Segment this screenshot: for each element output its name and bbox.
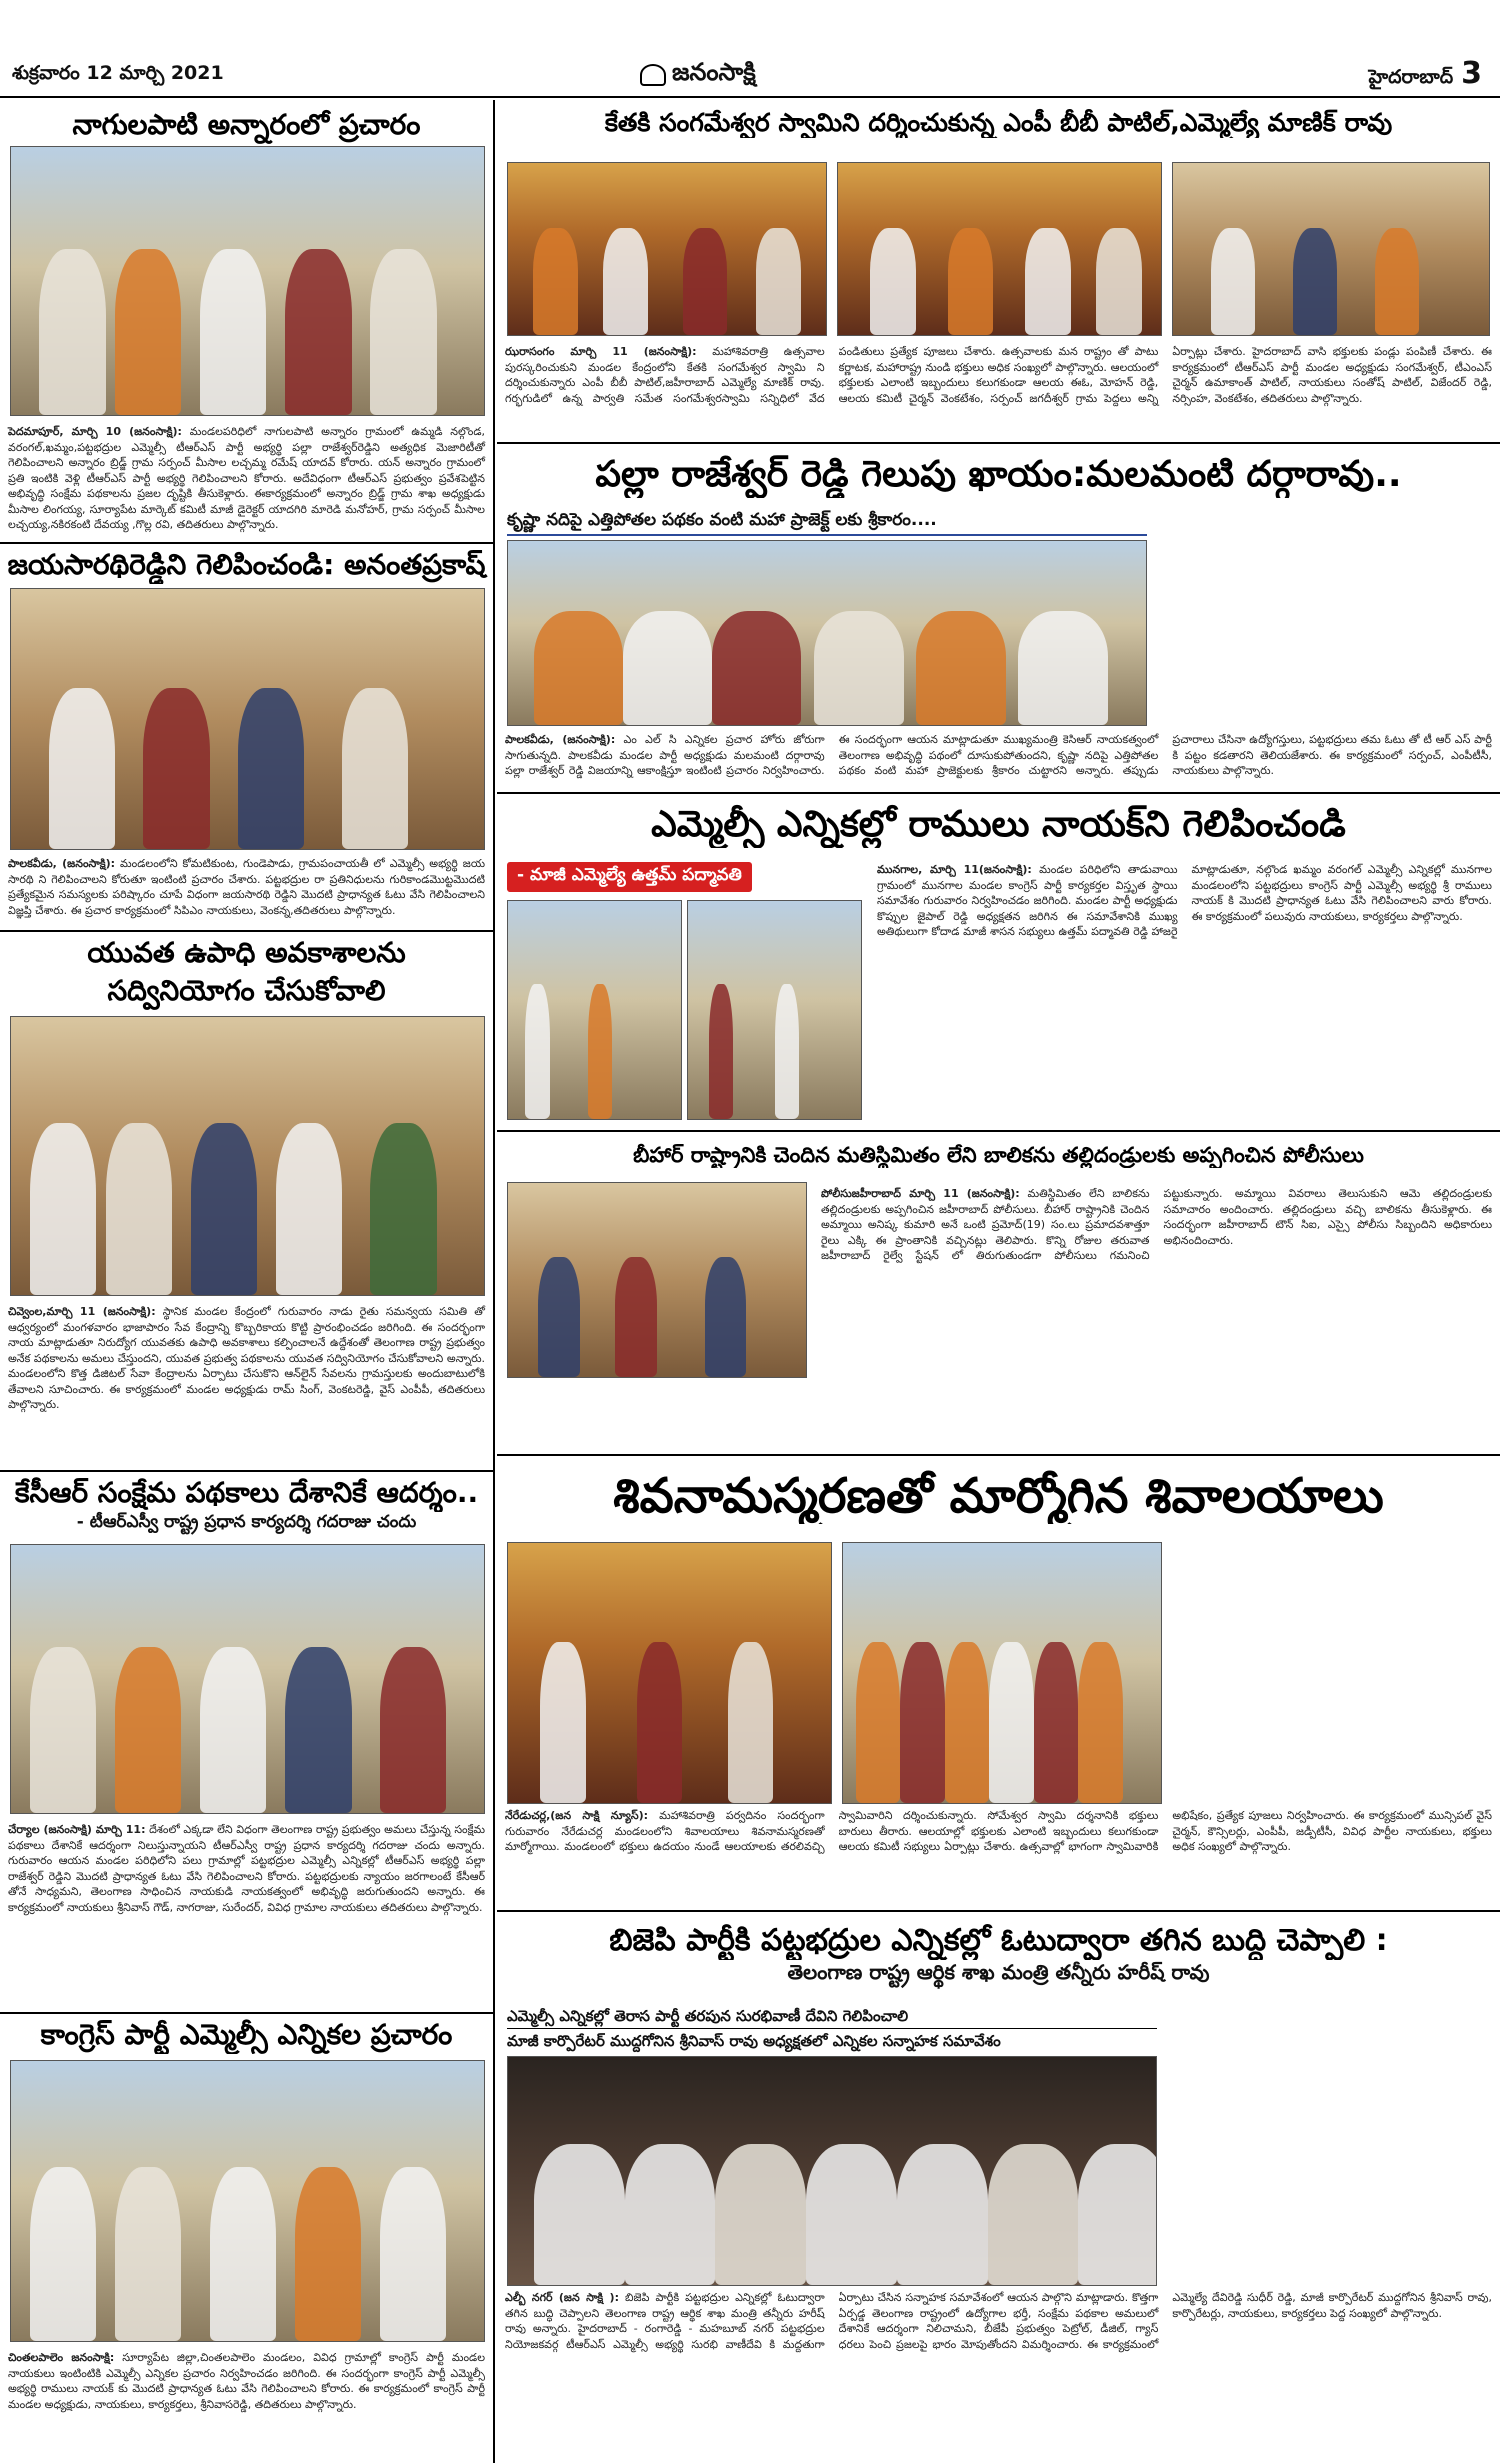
article-text: దేశంలో ఎక్కడా లేని విధంగా తెలంగాణ రాష్ట్ర ప్రభుత్వం అమలు చేస్తున్న సంక్షేమ పథకాలు దేశానికే ఆదర్శంగా నిలుస్తున్నాయని టీఆర్ఎస్వీ రాష్ట్ర ప్రధాన కార్యదర్శి గదరాజు చందు అన్నారు. గురువారం ఆయన మండల పరిధిలోని పలు గ్రామాల్లో పట్టభద్రుల ఎమ్మెల్సీ ఎన్నికల్లో టీఆర్ఎస్ అభ్యర్థి పల్లా రాజేశ్వర్ రెడ్డిని మొదటి ప్రాధాన్యత ఓటు వేసి గెలిపించాలని కోరారు. పట్టభద్రులకు న్యాయం జరగాలంటే కేసీఆర్ తోనే సాధ్యమని, తెలంగాణ సాధించిన నాయకుడి నాయకత్వంలో అభివృద్ధి జరుగుతుందని అన్నారు. ఈ కార్యక్రమంలో నాయకులు శ్రీనివాస్ గౌడ్, నాగరాజు, సురేందర్, వివిధ గ్రామాల నాయకులు తదితరులు పాల్గొన్నారు. xyxy=(8,1823,486,1914)
article-byline: చేర్యాల (జనంసాక్షి) మార్చి 11: xyxy=(8,1823,146,1836)
article-subhead: తెలంగాణ రాష్ట్ర ఆర్థిక శాఖ మంత్రి తన్నీరు హరీష్ రావు xyxy=(787,1960,1210,1984)
article-text: మండలపరిధిలో నాగులపాటి అన్నారం గ్రామంలో ఉమ్మడి నల్గొండ, వరంగల్,ఖమ్మం,పట్టభద్రుల ఎమ్మెల్సీ టీఆర్ఎస్ పార్టీ అభ్యర్థి పల్లా రాజేశ్వర్‌రెడ్డిని అత్యధిక మెజారిటీతో గెలిపించాలని అన్నారం బ్రిడ్జ్ గ్రామ సర్పంచ్ మీసాల లచ్చమ్మ రమేష్ యాదవ్ కోరారు. యన్ అన్నారం గ్రామంలో ప్రతి ఇంటికి వెళ్లి టీఆర్ఎస్ పార్టీ అభ్యర్థి గెలిపించాలని కోరారు. అదేవిధంగా టీఆర్ఎస్ ప్రభుత్వం ప్రవేశపెట్టిన అభివృద్ధి సంక్షేమ పథకాలను ప్రజల దృష్టికి తీసుకెళ్లారు. ఈకార్యక్రమంలో అన్నారం బ్రిడ్జ్ గ్రామ శాఖ అధ్యక్షుడు మీసాల లింగయ్య, సూర్యాపేట మార్కెట్ కమిటీ మాజీ డైరెక్టర్ యాదగిరి మారెడి మనోహర్, గ్రామ సర్పంచ్ మీసాల లచ్చయ్య,నకిరకంటి దేవయ్య ,గొల్ల రవి, తదితరులు పాల్గొన్నారు. xyxy=(8,425,485,531)
article-photo xyxy=(10,146,485,416)
newspaper-logo xyxy=(640,58,756,92)
issue-date: శుక్రవారం 12 మార్చి 2021 xyxy=(12,62,224,84)
article-headline: శివనామస్మరణతో మార్మోగిన శివాలయాలు xyxy=(613,1468,1384,1524)
article-body xyxy=(0,1818,493,2010)
article-photo-1 xyxy=(507,900,682,1120)
article-headline: బీహార్ రాష్ట్రానికి చెందిన మతిస్థిమితం లేని బాలికను తల్లిదండ్రులకు అప్పగించిన పోలీసులు xyxy=(633,1143,1364,1167)
article-text: సూర్యాపేట జిల్లా,చింతలపాలెం మండలం, వివిధ గ్రామాల్లో కాంగ్రెస్ పార్టీ మండల నాయకులు ఇంటింటికి ఎమ్మెల్సీ ఎన్నికల ప్రచారం నిర్వహించడం జరిగింది. ఈ సందర్భంగా కాంగ్రెస్ పార్టీ ఎమ్మెల్సీ అభ్యర్థి రాములు నాయక్ కు మొదటి ప్రాధాన్యత ఓటు వేసి గెలిపించాలని కోరారు. ఈ కార్యక్రమంలో కాంగ్రెస్ పార్టీ మండల అధ్యక్షుడు, నాయకులు, కార్యకర్తలు, శ్రీనివాసరెడ్డి, తదితరులు పాల్గొన్నారు. xyxy=(8,2351,485,2411)
article-text: బిజెపి పార్టీకి పట్టభద్రుల ఎన్నికల్లో ఓటుద్వారా తగిన బుద్ధి చెప్పాలని తెలంగాణ రాష్ట్ర ఆర్థిక శాఖ మంత్రి తన్నీరు హరీష్ రావు అన్నారు. హైదరాబాద్ - రంగారెడ్డి - మహబూబ్ నగర్ పట్టభద్రుల నియోజకవర్గ టీఆర్ఎస్ ఎమ్మెల్సీ అభ్యర్థి సురభి వాణీదేవి కి మద్దతుగా ఏర్పాటు చేసిన సన్నాహక సమావేశంలో ఆయన పాల్గొని మాట్లాడారు. కొత్తగా ఏర్పడ్డ తెలంగాణ రాష్ట్రంలో ఉద్యోగాల భర్తీ, సంక్షేమ పథకాల అమలులో దేశానికే ఆదర్శంగా నిలిచామని, బీజేపీ ప్రభుత్వం పెట్రోల్, డీజిల్, గ్యాస్ ధరలు పెంచి ప్రజలపై భారం మోపుతోందని విమర్శించారు. ఈ కార్యక్రమంలో ఎమ్మెల్యే దేవిరెడ్డి సుధీర్ రెడ్డి, మాజీ కార్పొరేటర్ ముద్దగోనిన శ్రీనివాస్ రావు, కార్పొరేటర్లు, నాయకులు, కార్యకర్తలు పెద్ద సంఖ్యలో పాల్గొన్నారు. xyxy=(505,2291,1492,2351)
masthead xyxy=(0,0,1500,98)
article-photo-1 xyxy=(507,162,827,336)
article-kicker-1: ఎమ్మెల్సీ ఎన్నికల్లో తెరాస పార్టీ తరపున సురభివాణీ దేవిని గెలిపించాలి xyxy=(507,2004,1157,2029)
article-body xyxy=(497,340,1500,440)
article-headline: నాగులపాటి అన్నారంలో ప్రచారం xyxy=(72,108,421,141)
article-youth-employment xyxy=(0,934,493,1470)
article-ketaki-temple xyxy=(497,100,1500,440)
article-photo xyxy=(10,2060,485,2342)
article-text: ఎం ఎల్ సి ఎన్నికల ప్రచార హోరు జోరుగా సాగుతున్నది. పాలకవీడు మండల పార్టీ అధ్యక్షుడు మలమంటి దర్గారావు పల్లా రాజేశ్వర్ రెడ్డి విజయాన్ని ఆకాంక్షిస్తూ ఇంటింటి ప్రచారం నిర్వహించారు. ఈ సందర్భంగా ఆయన మాట్లాడుతూ ముఖ్యమంత్రి కెసిఆర్ నాయకత్వంలో తెలంగాణ అభివృద్ధి పథంలో దూసుకుపోతుందని, కృష్ణా నదిపై ఎత్తిపోతల పథకం వంటి మహా ప్రాజెక్టులకు శ్రీకారం చుట్టారని అన్నారు. తప్పుడు ప్రచారాలు చేసినా ఉద్యోగస్తులు, పట్టభద్రులు తమ ఓటు తో టీ ఆర్ ఎస్ పార్టీ కి పట్టం కడతారని తెలియజేశారు. ఈ కార్యక్రమంలో సర్పంచ్, ఎంపీటీసీ, నాయకులు పాల్గొన్నారు. xyxy=(505,733,1492,777)
article-subhead: - మాజీ ఎమ్మెల్యే ఉత్తమ్ పద్మావతి xyxy=(507,862,752,892)
article-byline: చింతలపాలెం జనంసాక్షి: xyxy=(8,2351,115,2364)
article-headline: జయసారథిరెడ్డిని గెలిపించండి: అనంతప్రకాష్ xyxy=(7,548,486,581)
article-headline: యువత ఉపాధి అవకాశాలను xyxy=(87,936,406,969)
left-column xyxy=(0,100,495,2463)
article-text: మండలంలోని కోమటికుంట, గుండెపాడు, గ్రామపంచాయతీ లో ఎమ్మెల్సీ అభ్యర్థి జయ సారథి ని గెలిపించాలని కోరుతూ ఇంటింటి ప్రచారం చేశారు. పట్టభద్రుల రా ప్రతినిధులను గురికాండమొట్టమొదటి ప్రత్యేకమైన సమస్యలకు పరిష్కారం చూపే విధంగా జయసారథి రెడ్డిని మొదటి ప్రాధాన్యత ఓటు వేసి గెలిపించాలని విజ్ఞప్తి చేశారు. ఈ ప్రచార కార్యక్రమంలో సిపిఎం నాయకులు, వెంకన్న,తదితరులు పాల్గొన్నారు. xyxy=(8,857,485,917)
edition-city xyxy=(1368,56,1482,93)
article-body xyxy=(497,506,1500,790)
article-harish-rao xyxy=(497,1914,1500,2463)
article-byline: నేరేడుచర్ల,(జన సాక్షి న్యూస్): xyxy=(505,1809,649,1822)
newspaper-name: జనంసాక్షి xyxy=(672,58,756,86)
article-headline: కేసీఆర్ సంక్షేమ పథకాలు దేశానికే ఆదర్శం.. xyxy=(14,1476,479,1509)
right-column xyxy=(497,100,1500,2463)
article-photo xyxy=(507,1182,807,1378)
article-photo-2 xyxy=(687,900,862,1120)
article-photo xyxy=(10,1544,485,1814)
article-body xyxy=(0,852,493,928)
article-text: మహాశివరాత్రి ఉత్సవాల పురస్కరించుకుని మండల కేంద్రంలోని కేతకి సంగమేశ్వర స్వామి ని దర్శించుకున్నారు ఎంపీ బీబీ పాటిల్,జహీరాబాద్ ఎమ్మెల్యే మాణిక్ రావు. గర్భగుడిలో ఉన్న పార్వతి సమేత సంగమేశ్వరస్వామి సన్నిధిలో వేద పండితులు ప్రత్యేక పూజలు చేశారు. ఉత్సవాలకు మన రాష్ట్రం తో పాటు కర్ణాటక, మహారాష్ట్ర నుండి భక్తులు అధిక సంఖ్యలో పాల్గొన్నారు. ఆలయంలో భక్తులకు ఎలాంటి ఇబ్బందులు కలుగకుండా ఆలయ ఈఓ, మోహన్ రెడ్డి, ఆలయ కమిటీ చైర్మన్ వెంకటేశం, సర్పంచ్ జగదీశ్వర్ గ్రామ పెద్దలు అన్ని ఏర్పాట్లు చేశారు. హైదరాబాద్ వాసి భక్తులకు పండ్లు పంపిణీ చేశారు. ఈ కార్యక్రమంలో టీఆర్ఎస్ పార్టీ మండల అధ్యక్షుడు సంగమేశ్వర్, టీఎంఎస్ చైర్మన్ ఉమాకాంత్ పాటిల్, నాయకులు సంతోష్ పాటిల్, విజేందర్ రెడ్డి, నర్సింహ, వెంకటేశం, తదితరులు పాల్గొన్నారు. xyxy=(505,345,1492,405)
article-headline: బిజెపి పార్టీకి పట్టభద్రుల ఎన్నికల్లో ఓటుద్వారా తగిన బుద్ధి చెప్పాలి : xyxy=(609,1923,1388,1958)
article-headline: కాంగ్రెస్ పార్టీ ఎమ్మెల్సీ ఎన్నికల ప్రచారం xyxy=(40,2018,453,2051)
article-body xyxy=(0,420,493,540)
article-body xyxy=(0,1300,493,1470)
article-body xyxy=(813,1182,1500,1452)
article-photo-3 xyxy=(1172,162,1490,336)
article-text: మహాశివరాత్రి పర్వదినం సందర్భంగా గురువారం నేరేడుచర్ల మండలంలోని శివాలయాలు శివనామస్మరణతో మార్మోగాయి. మండలంలో భక్తులు ఉదయం నుండే ఆలయాలకు తరలివచ్చి స్వామివారిని దర్శించుకున్నారు. సోమేశ్వర స్వామి దర్శనానికి భక్తులు బారులు తీరారు. ఆలయాల్లో భక్తులకు ఎలాంటి ఇబ్బందులు కలుగకుండా ఆలయ కమిటీ సభ్యులు ఏర్పాట్లు చేశారు. ఉత్సవాల్లో భాగంగా స్వామివారికి అభిషేకం, ప్రత్యేక పూజలు నిర్వహించారు. ఈ కార్యక్రమంలో మున్సిపల్ వైస్ చైర్మన్, కౌన్సిలర్లు, ఎంపీపీ, జడ్పీటీసీ, వివిధ పార్టీల నాయకులు, భక్తులు అధిక సంఖ్యలో పాల్గొన్నారు. xyxy=(505,1809,1492,1853)
article-body xyxy=(869,858,1500,1126)
article-jayasarathi xyxy=(0,546,493,929)
article-byline: చివ్వెంల,మార్చి 11 (జనంసాక్షి): xyxy=(8,1305,156,1318)
article-kicker-2: మాజీ కార్పొరేటర్ ముద్దగోనిన శ్రీనివాస్ రావు అధ్యక్షతలో ఎన్నికల సన్నాహక సమావేశం xyxy=(507,2032,1001,2050)
article-byline: పాలకవీడు, (జనంసాక్షి): xyxy=(505,733,616,746)
article-headline: పల్లా రాజేశ్వర్ రెడ్డి గెలుపు ఖాయం:మలమంటి దర్గారావు.. xyxy=(595,454,1402,495)
article-shivalayalu xyxy=(497,1458,1500,1908)
article-text: మతిస్థిమితం లేని బాలికను తల్లిదండ్రులకు అప్పగించిన జహీరాబాద్ పోలీసులు. బీహార్ రాష్ట్రానికి చెందిన అమ్మాయి అనిష్క కుమారి అనే ఒంటి ప్రమోద్(19) సం.లు ప్రమాదవశాత్తూ రైలు ఎక్కి ఈ ప్రాంతానికి వచ్చినట్లు తెలిపారు. కొన్ని రోజుల తరువాత జహీరాబాద్ రైల్వే స్టేషన్ లో తిరుగుతుండగా పోలీసులు గమనించి పట్టుకున్నారు. అమ్మాయి వివరాలు తెలుసుకుని ఆమె తల్లిదండ్రులకు సమాచారం అందించారు. తల్లిదండ్రులు వచ్చి బాలికను తీసుకెళ్లారు. ఈ సందర్భంగా జహీరాబాద్ టౌన్ సిఐ, ఎస్సై పోలీసు సిబ్బందిని అధికారులు అభినందించారు. xyxy=(821,1187,1492,1262)
logo-icon xyxy=(640,64,666,86)
article-headline: ఎమ్మెల్సీ ఎన్నికల్లో రాములు నాయక్‌ని గెలిపించండి xyxy=(651,804,1346,845)
article-byline: మునగాల, మార్చి 11(జనంసాక్షి): xyxy=(877,863,1032,876)
article-nagulapati xyxy=(0,100,493,542)
article-text: స్థానిక మండల కేంద్రంలో గురువారం నాడు రైతు సమన్వయ సమితి తో ఆధ్వర్యంలో మంగళవారం భాజాపారం సేవ కేంద్రాన్ని కొబ్బరికాయ కొట్టి ప్రారంభించడం జరిగింది. ఈ సందర్భంగా నాయ మాట్లాడుతూ నిరుద్యోగ యువతకు ఉపాధి అవకాశాలు కల్పించాలనే ఉద్దేశంతో తెలంగాణ రాష్ట్ర ప్రభుత్వం అనేక పథకాలను అమలు చేస్తుందని, యువత ప్రభుత్వ పథకాలను యువత సద్వినియోగం చేసుకోవాలని అన్నారు. మండలంలోని కొత్త డిజిటల్ సేవా కేంద్రాలను ఏర్పాటు చేసుకొని ఆన్‌లైన్ సేవలను గ్రామస్తులకు అందుబాటులోకి తేవాలని సూచించారు. ఈ కార్యక్రమంలో మండల అధ్యక్షుడు రామ్ సింగ్, వెంకటరెడ్డి, వైస్ ఎంపీపీ, తదితరులు పాల్గొన్నారు. xyxy=(8,1305,485,1411)
page-number: 3 xyxy=(1461,56,1482,91)
article-body xyxy=(497,1542,1500,1908)
article-text: మండల పరిధిలోని తాడువాయి గ్రామంలో మునగాల మండల కాంగ్రెస్ పార్టీ కార్యకర్తల విస్తృత స్థాయి సమావేశం గురువారం నిర్వహించడం జరిగింది. మండల పార్టీ అధ్యక్షుడు కొప్పుల జైపాల్ రెడ్డి అధ్యక్షతన జరిగిన ఈ సమావేశానికి ముఖ్య అతిథులుగా కోదాడ మాజీ శాసన సభ్యులు ఉత్తమ్ పద్మావతి రెడ్డి హాజరై మాట్లాడుతూ, నల్గొండ ఖమ్మం వరంగల్ ఎమ్మెల్సీ ఎన్నికల్లో మునగాల మండలంలోని పట్టభద్రులు కాంగ్రెస్ పార్టీ ఎమ్మెల్సీ అభ్యర్థి శ్రీ రాములు నాయక్ కి మొదటి ప్రాధాన్యత ఓటు వేసి గెలిపించాలని వారు కోరారు. ఈ కార్యక్రమంలో పలువురు నాయకులు, కార్యకర్తలు పాల్గొన్నారు. xyxy=(877,863,1492,938)
article-byline: పెదమాపూర్, మార్చి 10 (జనంసాక్షి): xyxy=(8,425,182,438)
article-photo-2 xyxy=(837,162,1162,336)
article-kcr-welfare xyxy=(0,1474,493,2012)
article-headline: కేతకి సంగమేశ్వర స్వామిని దర్శించుకున్న ఎంపీ బీబీ పాటిల్,ఎమ్మెల్యే మాణిక్ రావు xyxy=(604,108,1393,137)
article-byline: పాలకవీడు, (జనంసాక్షి): xyxy=(8,857,116,870)
article-subhead: - టీఆర్ఎస్వీ రాష్ట్ర ప్రధాన కార్యదర్శి గదరాజు చందు xyxy=(76,1512,417,1532)
article-byline: ఎల్బీ నగర్ (జన సాక్షి ): xyxy=(505,2291,619,2304)
article-ramulu-nayak xyxy=(497,796,1500,1128)
article-headline-2: సద్వినియోగం చేసుకోవాలి xyxy=(107,974,386,1007)
city-name: హైదరాబాద్ xyxy=(1368,66,1454,88)
article-photo xyxy=(10,588,485,850)
article-bihar-girl xyxy=(497,1134,1500,1452)
article-photo xyxy=(10,1016,485,1296)
article-palla-rajeshwar xyxy=(497,446,1500,790)
article-byline: ఝరాసంగం మార్చి 11 (జనంసాక్షి): xyxy=(505,345,697,358)
article-congress-campaign xyxy=(0,2016,493,2463)
article-subhead: కృష్ణా నదిపై ఎత్తిపోతల పథకం వంటి మహా ప్రాజెక్ట్ లకు శ్రీకారం.... xyxy=(507,510,1147,536)
article-byline: పోలీసుజహీరాబాద్ మార్చి 11 (జనంసాక్షి): xyxy=(821,1187,1020,1200)
article-body xyxy=(497,2002,1500,2462)
article-body xyxy=(0,2346,493,2461)
